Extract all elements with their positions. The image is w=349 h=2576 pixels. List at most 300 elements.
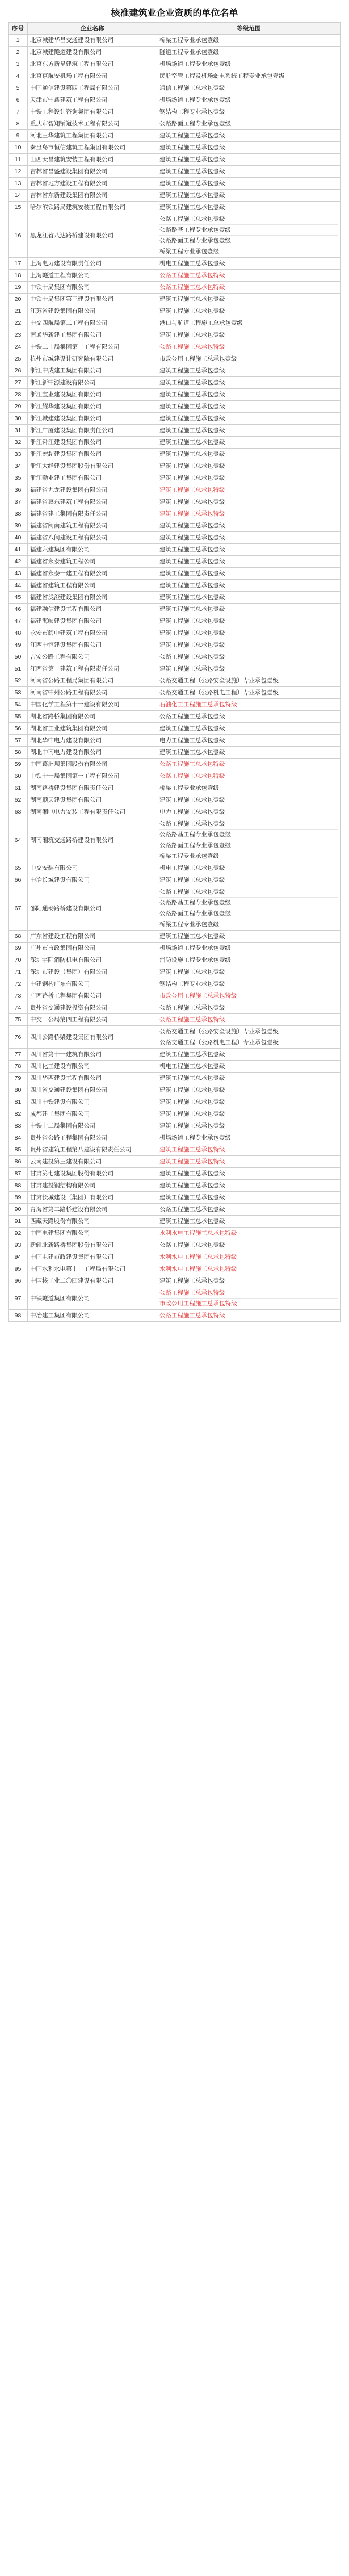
company-name: 中国核工业二〇四建设有限公司 bbox=[28, 1275, 157, 1287]
company-name: 福建六建集团有限公司 bbox=[28, 544, 157, 556]
scope-item: 建筑工程施工总承包特级 bbox=[159, 510, 225, 517]
table-row bbox=[9, 1156, 341, 1168]
scope-item: 建筑工程施工总承包壹级 bbox=[159, 665, 225, 672]
qualification-scope bbox=[157, 931, 341, 943]
scope-item: 电力工程施工总承包壹级 bbox=[159, 809, 225, 815]
row-index: 88 bbox=[9, 1180, 28, 1192]
table-row bbox=[9, 1168, 341, 1180]
scope-item: 建筑工程施工总承包壹级 bbox=[159, 1051, 225, 1058]
scope-item: 隧道工程专业承包壹级 bbox=[159, 49, 219, 56]
table-row bbox=[9, 699, 341, 711]
company-name: 江苏省建设集团有限公司 bbox=[28, 305, 157, 317]
company-name: 贵州省公路工程集团有限公司 bbox=[28, 1132, 157, 1144]
scope-item: 建筑工程施工总承包壹级 bbox=[159, 642, 225, 648]
row-index: 20 bbox=[9, 294, 28, 305]
company-name: 福建省泷澄建设集团有限公司 bbox=[28, 592, 157, 604]
qualification-scope bbox=[157, 1026, 341, 1049]
scope-item: 公路路面工程专业承包壹级 bbox=[159, 908, 338, 919]
qualification-scope bbox=[157, 943, 341, 954]
company-name: 福建省建工集团有限责任公司 bbox=[28, 508, 157, 520]
scope-item: 建筑工程施工总承包壹级 bbox=[159, 132, 225, 139]
table-row bbox=[9, 449, 341, 460]
company-name: 青海省第二路桥建设有限公司 bbox=[28, 1204, 157, 1216]
scope-item: 建筑工程施工总承包特级 bbox=[159, 487, 225, 493]
qualification-scope bbox=[157, 353, 341, 365]
table-row bbox=[9, 675, 341, 687]
table-row bbox=[9, 106, 341, 118]
scope-item: 桥梁工程专业承包壹级 bbox=[159, 37, 219, 44]
scope-item: 建筑工程施工总承包壹级 bbox=[159, 144, 225, 151]
qualification-scope bbox=[157, 1192, 341, 1204]
row-index: 93 bbox=[9, 1239, 28, 1251]
table-row bbox=[9, 627, 341, 639]
row-index: 3 bbox=[9, 58, 28, 70]
row-index: 27 bbox=[9, 377, 28, 389]
scope-item: 公路交通工程（公路安全设施）专业承包壹级 bbox=[159, 677, 279, 684]
table-row bbox=[9, 580, 341, 592]
scope-item: 建筑工程施工总承包壹级 bbox=[159, 969, 225, 975]
company-name: 中国水利水电第十一工程局有限公司 bbox=[28, 1263, 157, 1275]
document-title: 核准建筑业企业资质的单位名单 bbox=[111, 9, 238, 18]
scope-item: 公路工程施工总承包壹级 bbox=[159, 1004, 225, 1011]
row-index: 16 bbox=[9, 213, 28, 258]
table-row bbox=[9, 1228, 341, 1239]
table-row bbox=[9, 592, 341, 604]
company-name: 杭州市城建设计研究院有限公司 bbox=[28, 353, 157, 365]
row-index: 69 bbox=[9, 943, 28, 954]
qualification-scope bbox=[157, 699, 341, 711]
qualification-scope bbox=[157, 544, 341, 556]
qualification-scope bbox=[157, 1180, 341, 1192]
row-index: 34 bbox=[9, 460, 28, 472]
company-name: 河北三华建筑工程集团有限公司 bbox=[28, 130, 157, 142]
scope-item: 公路路面工程专业承包壹级 bbox=[159, 840, 338, 851]
table-row bbox=[9, 1084, 341, 1096]
row-index: 9 bbox=[9, 130, 28, 142]
row-index: 84 bbox=[9, 1132, 28, 1144]
row-index: 47 bbox=[9, 615, 28, 627]
row-index: 89 bbox=[9, 1192, 28, 1204]
row-index: 62 bbox=[9, 794, 28, 806]
scope-item: 建筑工程施工总承包壹级 bbox=[159, 415, 225, 422]
company-name: 中铁十二局集团有限公司 bbox=[28, 1120, 157, 1132]
table-row bbox=[9, 931, 341, 943]
table-row bbox=[9, 401, 341, 413]
company-name: 重庆市智翔铺道技术工程有限公司 bbox=[28, 118, 157, 130]
table-row bbox=[9, 484, 341, 496]
scope-item: 建筑工程施工总承包壹级 bbox=[159, 475, 225, 481]
qualification-scope bbox=[157, 1084, 341, 1096]
qualification-scope bbox=[157, 580, 341, 592]
scope-item: 建筑工程施工总承包壹级 bbox=[159, 877, 225, 883]
scope-item: 公路路基工程专业承包壹级 bbox=[159, 224, 338, 235]
scope-item: 建筑工程施工总承包壹级 bbox=[159, 570, 225, 577]
row-index: 42 bbox=[9, 556, 28, 568]
scope-item: 建筑工程施工总承包壹级 bbox=[159, 427, 225, 434]
scope-item: 电力工程施工总承包壹级 bbox=[159, 737, 225, 744]
scope-item: 建筑工程施工总承包壹级 bbox=[159, 558, 225, 565]
scope-item: 公路工程施工总承包特级 bbox=[159, 344, 225, 350]
table-row bbox=[9, 58, 341, 70]
table-row bbox=[9, 166, 341, 178]
row-index: 90 bbox=[9, 1204, 28, 1216]
table-row bbox=[9, 818, 341, 862]
row-index: 18 bbox=[9, 270, 28, 282]
scope-item: 公路工程施工总承包壹级 bbox=[159, 820, 225, 827]
scope-item: 机电工程施工总承包壹级 bbox=[159, 865, 225, 872]
scope-item: 建筑工程施工总承包壹级 bbox=[159, 630, 225, 636]
table-row bbox=[9, 639, 341, 651]
scope-item: 机场场道工程专业承包壹级 bbox=[159, 945, 231, 952]
row-index: 57 bbox=[9, 735, 28, 747]
table-row bbox=[9, 1310, 341, 1322]
scope-item: 石油化工工程施工总承包特级 bbox=[159, 701, 237, 708]
scope-item: 建筑工程施工总承包壹级 bbox=[159, 1111, 225, 1117]
table-row bbox=[9, 82, 341, 94]
scope-item: 建筑工程施工总承包壹级 bbox=[159, 391, 225, 398]
row-index: 1 bbox=[9, 35, 28, 47]
row-index: 35 bbox=[9, 472, 28, 484]
scope-item: 机场场道工程专业承包壹级 bbox=[159, 61, 231, 68]
row-index: 25 bbox=[9, 353, 28, 365]
row-index: 80 bbox=[9, 1084, 28, 1096]
table-row bbox=[9, 711, 341, 723]
company-name: 福建省永泰建筑工程公司 bbox=[28, 556, 157, 568]
qualification-scope bbox=[157, 1108, 341, 1120]
row-index: 91 bbox=[9, 1216, 28, 1228]
scope-item: 公路路基工程专业承包壹级 bbox=[159, 829, 338, 840]
scope-item: 建筑工程施工总承包壹级 bbox=[159, 403, 225, 410]
scope-item: 建筑工程施工总承包壹级 bbox=[159, 1099, 225, 1105]
row-index: 36 bbox=[9, 484, 28, 496]
scope-item: 公路工程施工总承包壹级 bbox=[159, 1242, 225, 1249]
company-name: 天津市中鑫建筑工程有限公司 bbox=[28, 94, 157, 106]
qualification-scope bbox=[157, 47, 341, 58]
qualification-scope bbox=[157, 425, 341, 437]
table-row bbox=[9, 1204, 341, 1216]
row-index: 21 bbox=[9, 305, 28, 317]
company-name: 湖南湘筑交通路桥建设有限公司 bbox=[28, 818, 157, 862]
row-index: 44 bbox=[9, 580, 28, 592]
qualification-scope bbox=[157, 1239, 341, 1251]
qualification-scope bbox=[157, 711, 341, 723]
table-row bbox=[9, 472, 341, 484]
qualification-scope bbox=[157, 886, 341, 931]
table-row bbox=[9, 202, 341, 213]
table-row bbox=[9, 118, 341, 130]
scope-item: 公路工程施工总承包壹级 bbox=[159, 216, 225, 223]
company-name: 浙江新中源建设有限公司 bbox=[28, 377, 157, 389]
row-index: 22 bbox=[9, 317, 28, 329]
table-row bbox=[9, 1275, 341, 1287]
qualification-scope bbox=[157, 1204, 341, 1216]
qualification-scope bbox=[157, 770, 341, 782]
table-row bbox=[9, 735, 341, 747]
company-name: 广西路桥工程集团有限公司 bbox=[28, 990, 157, 1002]
scope-item: 建筑工程施工总承包壹级 bbox=[159, 156, 225, 163]
scope-item: 机电工程施工总承包壹级 bbox=[159, 260, 225, 267]
company-name: 成都建工集团有限公司 bbox=[28, 1108, 157, 1120]
qualification-scope bbox=[157, 1132, 341, 1144]
company-name: 湖南顺天建设集团有限公司 bbox=[28, 794, 157, 806]
qualification-scope bbox=[157, 484, 341, 496]
qualification-scope bbox=[157, 759, 341, 770]
scope-item: 市政公用工程施工总承包特级 bbox=[159, 1298, 338, 1308]
qualification-scope bbox=[157, 1049, 341, 1061]
scope-item: 建筑工程施工总承包壹级 bbox=[159, 534, 225, 541]
qualification-scope bbox=[157, 329, 341, 341]
table-row bbox=[9, 954, 341, 966]
company-name: 吉安公路工程有限公司 bbox=[28, 651, 157, 663]
company-name: 中国通信建设第四工程局有限公司 bbox=[28, 82, 157, 94]
row-index: 83 bbox=[9, 1120, 28, 1132]
table-row bbox=[9, 978, 341, 990]
qualification-scope bbox=[157, 568, 341, 580]
row-index: 13 bbox=[9, 178, 28, 190]
row-index: 37 bbox=[9, 496, 28, 508]
qualification-scope bbox=[157, 1275, 341, 1287]
scope-item: 市政公用工程施工总承包壹级 bbox=[159, 355, 237, 362]
company-name: 中建钢构广东有限公司 bbox=[28, 978, 157, 990]
company-name: 中冶长城建设有限公司 bbox=[28, 874, 157, 886]
table-row bbox=[9, 782, 341, 794]
company-name: 黑龙江省八达路桥建设有限公司 bbox=[28, 213, 157, 258]
row-index: 24 bbox=[9, 341, 28, 353]
row-index: 5 bbox=[9, 82, 28, 94]
scope-item: 建筑工程施工总承包壹级 bbox=[159, 1218, 225, 1225]
company-name: 浙江大经建设集团股份有限公司 bbox=[28, 460, 157, 472]
table-row bbox=[9, 305, 341, 317]
qualification-scope bbox=[157, 178, 341, 190]
company-name: 浙江中成建工集团有限公司 bbox=[28, 365, 157, 377]
header-company-name: 企业名称 bbox=[28, 23, 157, 35]
scope-item: 机场场道工程专业承包壹级 bbox=[159, 97, 231, 103]
company-name: 四川公路桥梁建设集团有限公司 bbox=[28, 1026, 157, 1049]
scope-item: 公路交通工程（公路安全设施）专业承包壹级 bbox=[159, 1028, 279, 1035]
qualification-scope bbox=[157, 118, 341, 130]
header-scope: 等级范围 bbox=[157, 23, 341, 35]
company-name: 江西省第一建筑工程有限责任公司 bbox=[28, 663, 157, 675]
table-row bbox=[9, 317, 341, 329]
row-index: 72 bbox=[9, 978, 28, 990]
company-name: 浙江宝业建设集团有限公司 bbox=[28, 389, 157, 401]
scope-item: 公路工程施工总承包壹级 bbox=[159, 713, 225, 720]
scope-item: 公路工程施工总承包特级 bbox=[159, 773, 225, 780]
row-index: 2 bbox=[9, 47, 28, 58]
qualification-scope bbox=[157, 818, 341, 862]
row-index: 95 bbox=[9, 1263, 28, 1275]
table-row bbox=[9, 886, 341, 931]
scope-item: 通信工程施工总承包壹级 bbox=[159, 85, 225, 91]
qualification-scope bbox=[157, 990, 341, 1002]
scope-item: 建筑工程施工总承包壹级 bbox=[159, 749, 225, 756]
table-row bbox=[9, 806, 341, 818]
row-index: 26 bbox=[9, 365, 28, 377]
row-index: 61 bbox=[9, 782, 28, 794]
row-index: 38 bbox=[9, 508, 28, 520]
row-index: 76 bbox=[9, 1026, 28, 1049]
qualification-scope bbox=[157, 1310, 341, 1322]
table-row bbox=[9, 389, 341, 401]
scope-item: 建筑工程施工总承包壹级 bbox=[159, 1277, 225, 1284]
table-row bbox=[9, 94, 341, 106]
table-row bbox=[9, 663, 341, 675]
company-name: 浙江舜江建设集团有限公司 bbox=[28, 437, 157, 449]
table-row bbox=[9, 1287, 341, 1310]
scope-item: 建筑工程施工总承包壹级 bbox=[159, 439, 225, 446]
table-row bbox=[9, 1263, 341, 1275]
qualification-scope bbox=[157, 794, 341, 806]
company-name: 浙江耀华建设集团有限公司 bbox=[28, 401, 157, 413]
row-index: 98 bbox=[9, 1310, 28, 1322]
scope-item: 建筑工程施工总承包壹级 bbox=[159, 1182, 225, 1189]
company-name: 浙江城建建设集团有限公司 bbox=[28, 413, 157, 425]
qualification-scope bbox=[157, 735, 341, 747]
qualification-scope bbox=[157, 1096, 341, 1108]
qualification-scope bbox=[157, 70, 341, 82]
scope-item: 公路路面工程专业承包壹级 bbox=[159, 235, 338, 246]
company-name: 山西天昌建筑安装工程有限公司 bbox=[28, 154, 157, 166]
table-row bbox=[9, 282, 341, 294]
qualification-scope bbox=[157, 1073, 341, 1084]
table-row bbox=[9, 154, 341, 166]
company-name: 贵州省交通建设投资有限公司 bbox=[28, 1002, 157, 1014]
table-row bbox=[9, 874, 341, 886]
table-row bbox=[9, 747, 341, 759]
company-name: 中铁十一局集团第一工程有限公司 bbox=[28, 770, 157, 782]
qualification-scope bbox=[157, 556, 341, 568]
table-row bbox=[9, 1049, 341, 1061]
scope-item: 公路工程施工总承包特级 bbox=[159, 1312, 225, 1319]
row-index: 4 bbox=[9, 70, 28, 82]
company-name: 福建省闽南建筑工程有限公司 bbox=[28, 520, 157, 532]
row-index: 15 bbox=[9, 202, 28, 213]
qualification-scope bbox=[157, 142, 341, 154]
table-header-row bbox=[9, 23, 341, 35]
row-index: 40 bbox=[9, 532, 28, 544]
row-index: 32 bbox=[9, 437, 28, 449]
table-row bbox=[9, 520, 341, 532]
row-index: 8 bbox=[9, 118, 28, 130]
scope-item: 桥梁工程专业承包壹级 bbox=[159, 851, 338, 860]
company-name: 福建省九龙建设集团有限公司 bbox=[28, 484, 157, 496]
qualification-scope bbox=[157, 1228, 341, 1239]
company-name: 四川化工建设有限公司 bbox=[28, 1061, 157, 1073]
qualification-scope bbox=[157, 782, 341, 794]
row-index: 92 bbox=[9, 1228, 28, 1239]
qualification-scope bbox=[157, 130, 341, 142]
scope-item: 建筑工程施工总承包壹级 bbox=[159, 379, 225, 386]
row-index: 30 bbox=[9, 413, 28, 425]
company-name: 云南建投第三建设有限公司 bbox=[28, 1156, 157, 1168]
company-name: 吉林省东新建设集团有限公司 bbox=[28, 190, 157, 202]
row-index: 39 bbox=[9, 520, 28, 532]
scope-item: 建筑工程施工总承包壹级 bbox=[159, 725, 225, 732]
company-name: 湖北中南电力建设有限公司 bbox=[28, 747, 157, 759]
qualification-scope bbox=[157, 472, 341, 484]
row-index: 65 bbox=[9, 862, 28, 874]
company-name: 中国化学工程第十一建设有限公司 bbox=[28, 699, 157, 711]
table-row bbox=[9, 1002, 341, 1014]
company-name: 浙江勤业建工集团有限公司 bbox=[28, 472, 157, 484]
row-index: 97 bbox=[9, 1287, 28, 1310]
qualification-scope bbox=[157, 377, 341, 389]
row-index: 52 bbox=[9, 675, 28, 687]
scope-item: 公路工程施工总承包特级 bbox=[159, 1016, 225, 1023]
scope-item: 港口与航道工程施工总承包壹级 bbox=[159, 320, 243, 326]
qualification-scope bbox=[157, 190, 341, 202]
scope-item: 公路工程施工总承包壹级 bbox=[159, 1206, 225, 1213]
qualification-scope bbox=[157, 978, 341, 990]
table-row bbox=[9, 190, 341, 202]
table-row bbox=[9, 723, 341, 735]
scope-item: 建筑工程施工总承包壹级 bbox=[159, 1170, 225, 1177]
row-index: 28 bbox=[9, 389, 28, 401]
row-index: 60 bbox=[9, 770, 28, 782]
qualification-scope bbox=[157, 154, 341, 166]
company-name: 秦皇岛市恒信建筑工程集团有限公司 bbox=[28, 142, 157, 154]
scope-item: 建筑工程施工总承包壹级 bbox=[159, 582, 225, 589]
row-index: 14 bbox=[9, 190, 28, 202]
scope-item: 公路工程施工总承包壹级 bbox=[159, 654, 225, 660]
qualification-scope bbox=[157, 305, 341, 317]
qualification-scope bbox=[157, 1014, 341, 1026]
qualification-scope bbox=[157, 496, 341, 508]
table-body bbox=[9, 35, 341, 1322]
company-name: 四川华西建设工程有限公司 bbox=[28, 1073, 157, 1084]
row-index: 6 bbox=[9, 94, 28, 106]
company-name: 北京京航安机场工程有限公司 bbox=[28, 70, 157, 82]
company-name: 永安市闽中建筑工程有限公司 bbox=[28, 627, 157, 639]
qualification-scope bbox=[157, 627, 341, 639]
table-row bbox=[9, 1192, 341, 1204]
table-row bbox=[9, 1144, 341, 1156]
table-row bbox=[9, 142, 341, 154]
row-index: 46 bbox=[9, 604, 28, 615]
table-row bbox=[9, 460, 341, 472]
row-index: 67 bbox=[9, 886, 28, 931]
scope-item: 建筑工程施工总承包壹级 bbox=[159, 192, 225, 199]
qualification-scope bbox=[157, 1168, 341, 1180]
company-name: 新疆北新路桥集团股份有限公司 bbox=[28, 1239, 157, 1251]
row-index: 10 bbox=[9, 142, 28, 154]
table-row bbox=[9, 365, 341, 377]
company-name: 贵州省建筑工程第八建设有限责任公司 bbox=[28, 1144, 157, 1156]
table-row bbox=[9, 329, 341, 341]
table-row bbox=[9, 1108, 341, 1120]
scope-item: 建筑工程施工总承包壹级 bbox=[159, 1087, 225, 1094]
scope-item: 公路路面工程专业承包壹级 bbox=[159, 120, 231, 127]
scope-item: 水利水电工程施工总承包特级 bbox=[159, 1266, 237, 1272]
table-row bbox=[9, 556, 341, 568]
qualification-scope bbox=[157, 106, 341, 118]
qualification-scope bbox=[157, 806, 341, 818]
qualification-scope bbox=[157, 35, 341, 47]
row-index: 19 bbox=[9, 282, 28, 294]
scope-item: 公路工程施工总承包特级 bbox=[159, 1289, 225, 1296]
scope-item: 桥梁工程专业承包壹级 bbox=[159, 919, 338, 928]
row-index: 82 bbox=[9, 1108, 28, 1120]
company-name: 中冶建工集团有限公司 bbox=[28, 1310, 157, 1322]
table-row bbox=[9, 568, 341, 580]
company-name: 福建省八闽建设工程有限公司 bbox=[28, 532, 157, 544]
qualification-scope bbox=[157, 532, 341, 544]
row-index: 48 bbox=[9, 627, 28, 639]
scope-item: 建筑工程施工总承包壹级 bbox=[159, 1075, 225, 1082]
table-row bbox=[9, 1132, 341, 1144]
table-row bbox=[9, 532, 341, 544]
company-name: 中铁工程设计咨询集团有限公司 bbox=[28, 106, 157, 118]
